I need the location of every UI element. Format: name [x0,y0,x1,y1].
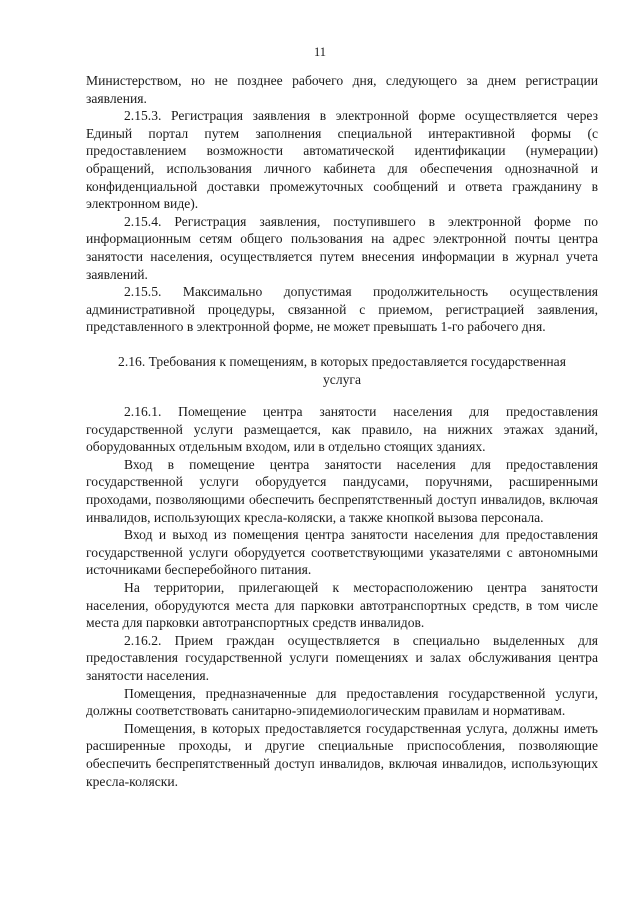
page-number: 11 [313,45,327,59]
paragraph-sanitary-rules: Помещения, предназначенные для предоставления государственной услуги, должны соответствовать санитарно-эпидемиологическим правилам и нормативам. [86,685,598,719]
paragraph-continuation: Министерством, но не позднее рабочего дня, следующего за днем регистрации заявления. [86,73,598,106]
paragraph-parking: На территории, прилегающей к месторасположению центра занятости населения, оборудуются места для парковки автотранспортных средств, в том числе места для парковки автотранспортных средств инвалидов. [86,580,598,631]
paragraph-2-16-1: 2.16.1. Помещение центра занятости населения для предоставления государственной услуги размещается, как правило, на нижних этажах зданий, оборудованных отдельным входом, или в отдельно стоящих зданиях. [86,404,598,455]
paragraph-2-16-2: 2.16.2. Прием граждан осуществляется в специально выделенных для предоставления государственной услуги помещениях и залах обслуживания центра занятости населения. [86,632,598,683]
paragraph-2-15-4: 2.15.4. Регистрация заявления, поступившего в электронной форме по информационным сетям общего пользования на адрес электронной почты центра занятости населения, осуществляется путем внесения информации в журнал учета заявлений. [86,213,598,282]
paragraph-entrance-exit-signs: Вход и выход из помещения центра занятости населения для предоставления государственной услуги оборудуется соответствующими указателями с автономными источниками бесперебойного питания. [86,527,598,578]
paragraph-2-15-3: 2.15.3. Регистрация заявления в электронной форме осуществляется через Единый портал путем заполнения специальной интерактивной формы (с предоставлением возможности автоматической идентификации (нумерации) обращений, использования личного кабинета для обеспечения однозначной и конфиденциальной доставки промежуточных сообщений и ответа гражданину в электронном виде). [86,108,598,212]
section-heading-2-16: 2.16. Требования к помещениям, в которых предоставляется государственная услуга [118,353,566,387]
paragraph-entrance: Вход в помещение центра занятости населения для предоставления государственной услуги оборудуется пандусами, поручнями, расширенными проходами, позволяющими обеспечить беспрепятственный доступ инвалидов, включая инвалидов, использующих кресла-коляски, а также кнопкой вызова персонала. [86,456,598,525]
paragraph-accessibility: Помещения, в которых предоставляется государственная услуга, должны иметь расширенные проходы, и другие специальные приспособления, позволяющие обеспечить беспрепятственный доступ инвалидов, включая инвалидов, использующих кресла-коляски. [86,720,598,789]
paragraph-2-15-5: 2.15.5. Максимально допустимая продолжительность осуществления административной процедуры, связанной с приемом, регистрацией заявления, представленного в электронной форме, не может превышать 1-го рабочего дня. [86,284,598,335]
document-body [86,72,598,790]
